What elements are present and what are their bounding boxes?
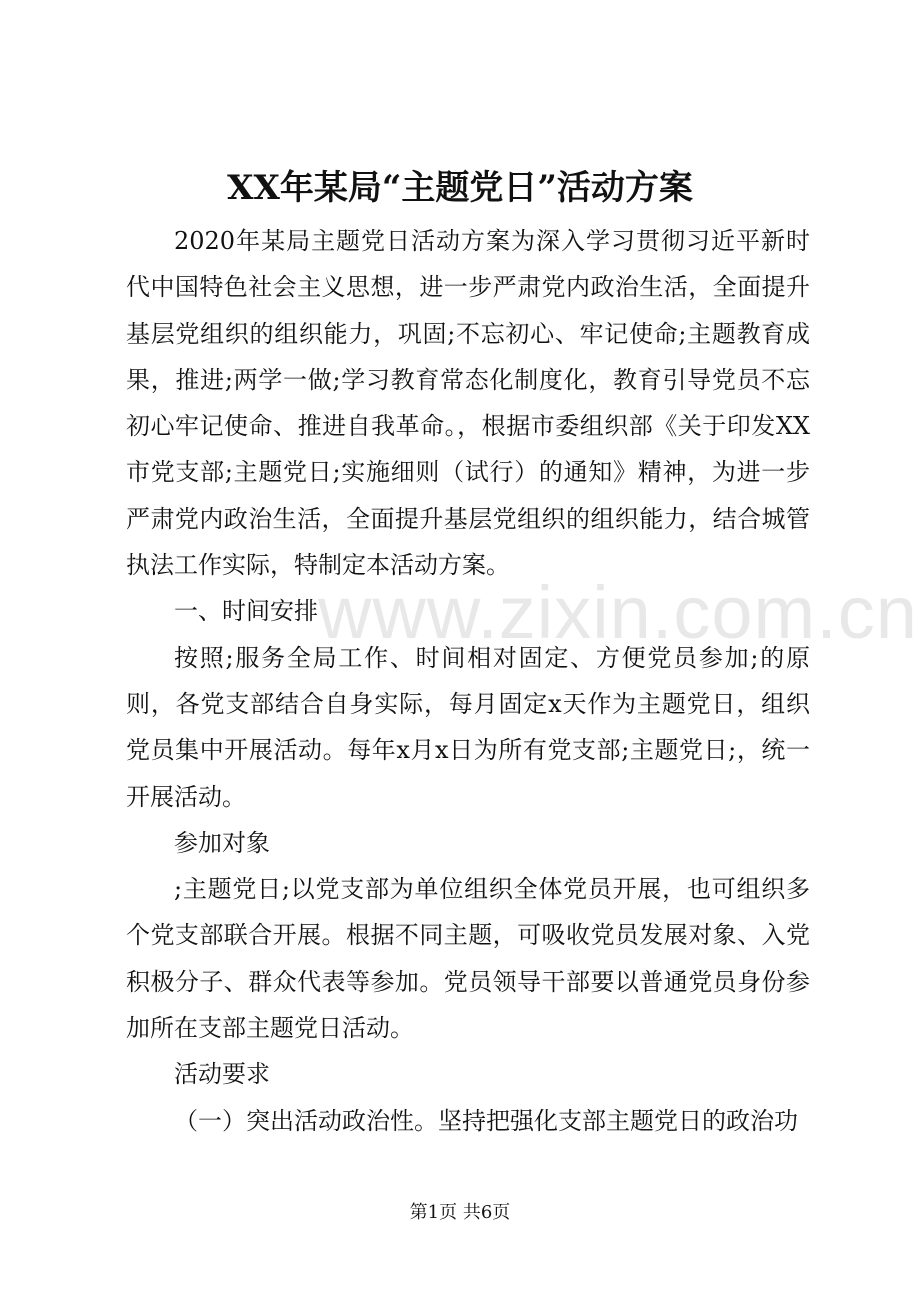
watermark: www.zixin.com.cn: [318, 571, 918, 654]
section-heading-requirements: 活动要求: [174, 1060, 270, 1089]
document-title: XX年某局“主题党日”活动方案: [227, 168, 693, 208]
section-heading-participants: 参加对象: [174, 828, 270, 857]
paragraph-intro: 2020年某局主题党日活动方案为深入学习贯彻习近平新时代中国特色社会主义思想，进一步严肃党内政治生活，全面提升基层党组织的组织能力，巩固;不忘初心、牢记使命;主题教育成果，推进;两学一做;学习教育常态化制度化，教育引导党员不忘初心牢记使命、推进自我革命。，根据市委组织部《关于印发XX市党支部;主题党日;实施细则（试行）的通知》精神，为进一步严肃党内政治生活，全面提升基层党组织的组织能力，结合城管执法工作实际，特制定本活动方案。: [126, 227, 810, 580]
section-heading-time: 一、时间安排: [174, 597, 318, 626]
document-body: [126, 218, 810, 1144]
paragraph-time: 按照;服务全局工作、时间相对固定、方便党员参加;的原则，各党支部结合自身实际，每月固定x天作为主题党日，组织党员集中开展活动。每年x月x日为所有党支部;主题党日;，统一开展活动。: [126, 643, 810, 811]
paragraph-requirement-1: （一）突出活动政治性。坚持把强化支部主题党日的政治功: [174, 1106, 798, 1135]
paragraph-participants: ;主题党日;以党支部为单位组织全体党员开展，也可组织多个党支部联合开展。根据不同主题，可吸收党员发展对象、入党积极分子、群众代表等参加。党员领导干部要以普通党员身份参加所在支部主题党日活动。: [126, 875, 810, 1043]
page-footer: 第1页 共6页: [409, 1202, 511, 1223]
